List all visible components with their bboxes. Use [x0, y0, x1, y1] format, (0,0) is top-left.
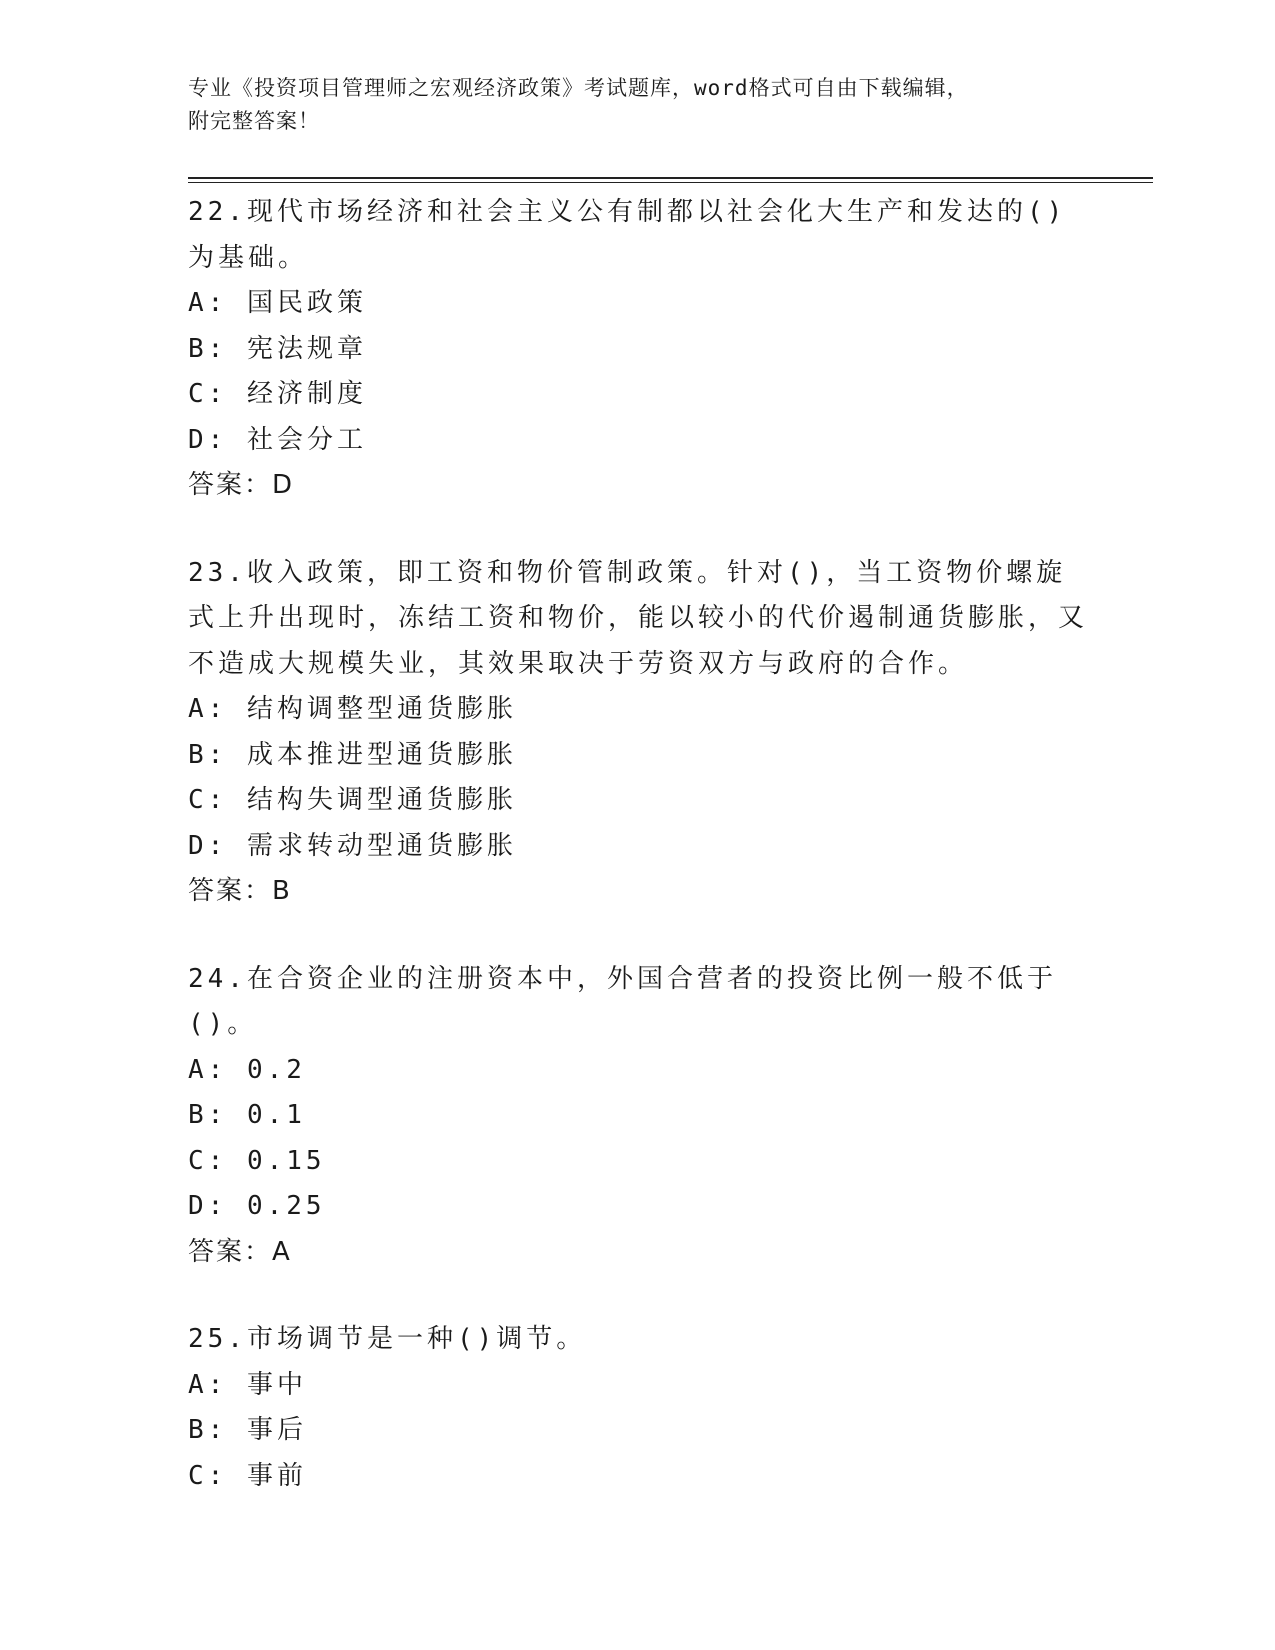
option-c	[188, 1454, 1088, 1500]
option-key: A:	[188, 288, 228, 318]
header-line-2: 附完整答案！	[188, 109, 320, 133]
option-key: A:	[188, 1054, 228, 1085]
option-key: B:	[188, 739, 228, 770]
option-d	[188, 418, 1088, 464]
option-key: C:	[188, 1460, 228, 1491]
answer-line: 答案：A	[188, 1236, 292, 1267]
option-text: 社会分工	[246, 424, 367, 455]
option-text: 事前	[246, 1460, 307, 1491]
header-line-1: 专业《投资项目管理师之宏观经济政策》考试题库，word格式可自由下载编辑，	[188, 76, 969, 100]
question-stem: 25.市场调节是一种()调节。	[188, 1324, 587, 1354]
question-list	[188, 190, 1088, 1541]
question-22	[188, 190, 1088, 509]
option-text: 0.2	[246, 1054, 306, 1085]
option-c	[188, 778, 1088, 824]
option-a	[188, 687, 1088, 733]
option-a	[188, 281, 1088, 327]
option-text: 成本推进型通货膨胀	[246, 739, 517, 770]
option-key: B:	[188, 1415, 228, 1445]
answer-line: 答案：B	[188, 876, 292, 906]
option-text: 事后	[246, 1415, 307, 1445]
option-text: 0.25	[246, 1191, 326, 1221]
option-key: C:	[188, 785, 228, 815]
option-d	[188, 1184, 1088, 1230]
question-stem: 22.现代市场经济和社会主义公有制都以社会化大生产和发达的()为基础。	[188, 197, 1067, 273]
header-rule-thin	[188, 182, 1153, 183]
option-b	[188, 327, 1088, 373]
answer-line: 答案：D	[188, 470, 295, 500]
option-key: C:	[188, 1145, 228, 1176]
option-b	[188, 1093, 1088, 1139]
option-text: 事中	[246, 1369, 307, 1400]
question-23	[188, 551, 1088, 915]
document-header	[188, 72, 1068, 138]
option-text: 结构调整型通货膨胀	[246, 694, 517, 724]
option-key: D:	[188, 1191, 228, 1221]
header-rule-thick	[188, 177, 1153, 179]
option-c	[188, 372, 1088, 418]
option-b	[188, 733, 1088, 779]
option-text: 结构失调型通货膨胀	[246, 785, 517, 815]
option-key: A:	[188, 694, 228, 724]
option-key: D:	[188, 424, 228, 455]
option-b	[188, 1408, 1088, 1454]
option-text: 需求转动型通货膨胀	[246, 830, 517, 861]
option-a	[188, 1048, 1088, 1094]
question-stem: 23.收入政策，即工资和物价管制政策。针对()，当工资物价螺旋式上升出现时，冻结工资和物价，能以较小的代价遏制通货膨胀，又不造成大规模失业，其效果取决于劳资双方与政府的合作。	[188, 557, 1089, 679]
question-25	[188, 1317, 1088, 1499]
option-key: B:	[188, 1100, 228, 1130]
option-key: B:	[188, 333, 228, 364]
option-key: D:	[188, 830, 228, 861]
option-c	[188, 1139, 1088, 1185]
option-a	[188, 1363, 1088, 1409]
option-text: 宪法规章	[246, 333, 367, 364]
option-text: 0.15	[246, 1145, 326, 1176]
question-stem: 24.在合资企业的注册资本中，外国合营者的投资比例一般不低于()。	[188, 963, 1057, 1039]
option-text: 0.1	[246, 1100, 306, 1130]
option-text: 经济制度	[246, 379, 367, 409]
option-key: C:	[188, 379, 228, 409]
option-text: 国民政策	[246, 288, 367, 318]
question-24	[188, 957, 1088, 1276]
option-d	[188, 824, 1088, 870]
option-key: A:	[188, 1369, 228, 1400]
